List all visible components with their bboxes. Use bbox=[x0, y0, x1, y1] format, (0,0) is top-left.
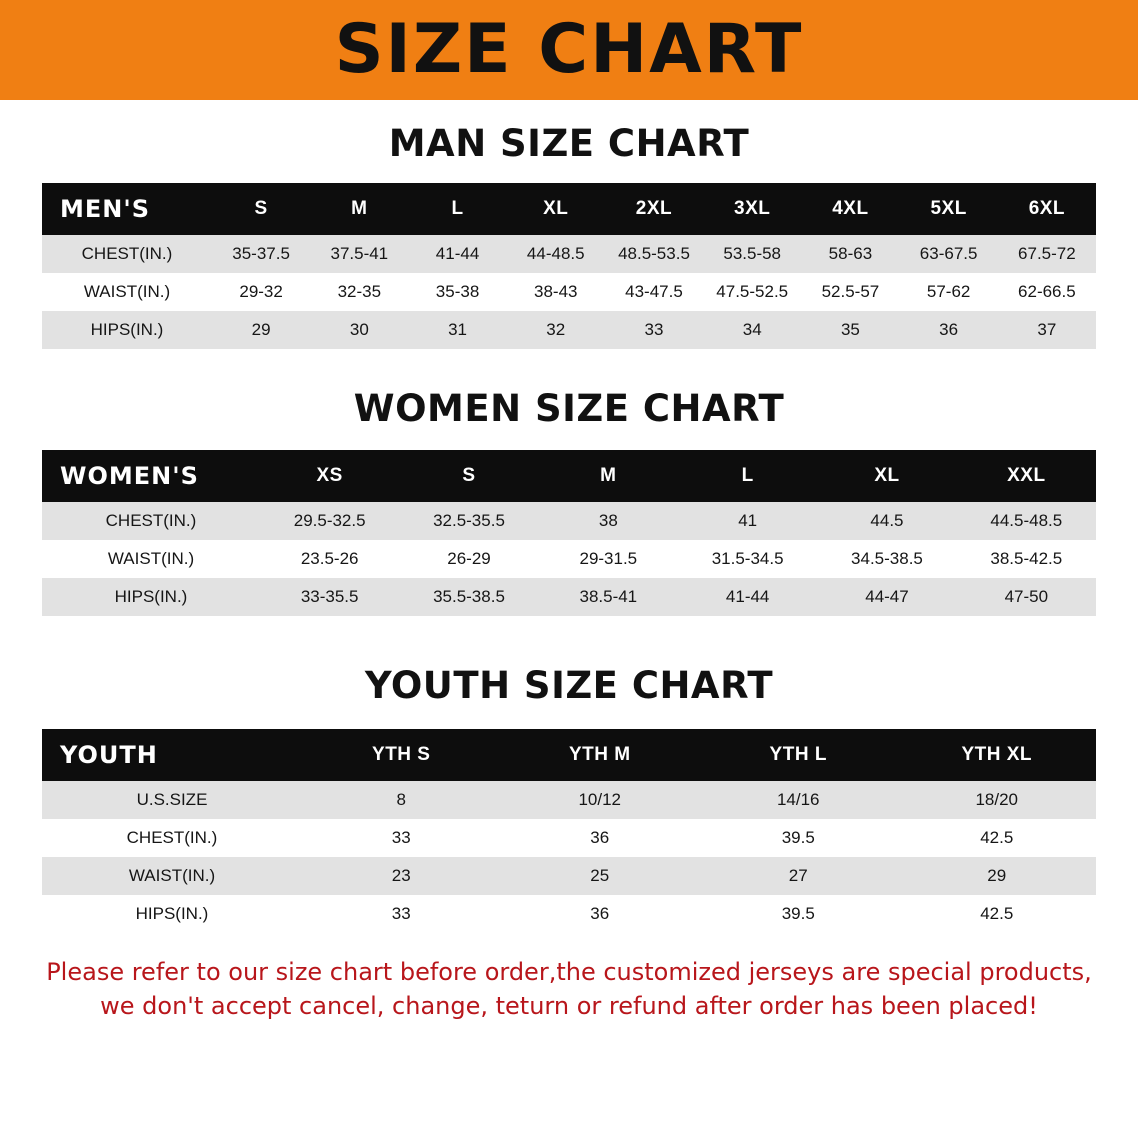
table-cell: 33-35.5 bbox=[300, 587, 359, 606]
table-cell: 29 bbox=[987, 866, 1007, 885]
table-cell: 33 bbox=[391, 904, 411, 923]
table-cell: 18/20 bbox=[975, 790, 1019, 809]
table-cell: 58-63 bbox=[828, 244, 873, 263]
youth-size-table bbox=[42, 729, 1096, 933]
table-header-cell: 4XL bbox=[832, 198, 869, 219]
table-header-cell: L bbox=[451, 198, 464, 219]
table-cell: 33 bbox=[644, 320, 664, 339]
women-table-wrap bbox=[42, 450, 1096, 616]
table-cell: WAIST(IN.) bbox=[107, 549, 195, 568]
table-cell: 41-44 bbox=[725, 587, 770, 606]
table-cell: 29-31.5 bbox=[579, 549, 638, 568]
man-size-table bbox=[42, 183, 1096, 349]
table-cell: 38-43 bbox=[534, 282, 578, 301]
table-cell: 48.5-53.5 bbox=[618, 244, 690, 263]
table-header-row bbox=[42, 729, 1096, 781]
table-cell: 35 bbox=[840, 320, 860, 339]
man-section-heading: MAN SIZE CHART bbox=[388, 122, 750, 165]
table-header-cell: 2XL bbox=[635, 198, 673, 219]
youth-table-wrap bbox=[42, 729, 1096, 933]
table-header-cell: M bbox=[600, 465, 617, 486]
table-cell: 14/16 bbox=[776, 790, 820, 809]
table-cell: 36 bbox=[590, 828, 610, 847]
table-header-cell: 5XL bbox=[930, 198, 967, 219]
table-cell: 32 bbox=[546, 320, 566, 339]
table-header-cell: XL bbox=[543, 198, 569, 219]
table-cell: 53.5-58 bbox=[723, 244, 782, 263]
disclaimer-line-1: Please refer to our size chart before order,the customized jerseys are special products, bbox=[46, 958, 1092, 986]
table-header-row bbox=[42, 450, 1096, 502]
table-header-row bbox=[42, 183, 1096, 235]
table-cell: HIPS(IN.) bbox=[114, 587, 188, 606]
table-row bbox=[42, 819, 1096, 857]
table-cell: 10/12 bbox=[578, 790, 622, 809]
table-header-cell: 6XL bbox=[1028, 198, 1066, 219]
disclaimer-note bbox=[40, 955, 1098, 1023]
table-cell: 42.5 bbox=[980, 828, 1014, 847]
table-cell: 47-50 bbox=[1004, 587, 1049, 606]
table-cell: WAIST(IN.) bbox=[128, 866, 216, 885]
table-cell: HIPS(IN.) bbox=[90, 320, 164, 339]
table-cell: 29.5-32.5 bbox=[293, 511, 366, 530]
disclaimer-line-2: we don't accept cancel, change, teturn or refund after order has been placed! bbox=[100, 992, 1038, 1021]
table-header-cell: S bbox=[462, 465, 476, 486]
women-size-table bbox=[42, 450, 1096, 616]
table-cell: 32.5-35.5 bbox=[433, 511, 505, 530]
table-cell: 29-32 bbox=[239, 282, 283, 301]
table-cell: 44-47 bbox=[865, 587, 909, 606]
table-cell: 35.5-38.5 bbox=[433, 587, 505, 606]
table-cell: 37 bbox=[1037, 320, 1057, 339]
table-cell: 31.5-34.5 bbox=[711, 549, 784, 568]
table-row bbox=[42, 502, 1096, 540]
table-row bbox=[42, 273, 1096, 311]
table-cell: 38 bbox=[598, 511, 618, 530]
table-cell: 34 bbox=[742, 320, 762, 339]
table-cell: CHEST(IN.) bbox=[126, 828, 218, 847]
table-header-cell: L bbox=[741, 465, 754, 486]
table-row bbox=[42, 857, 1096, 895]
table-cell: 62-66.5 bbox=[1018, 282, 1076, 301]
table-cell: U.S.SIZE bbox=[136, 790, 208, 809]
man-table-wrap bbox=[42, 183, 1096, 349]
table-cell: 34.5-38.5 bbox=[851, 549, 923, 568]
table-cell: 32-35 bbox=[337, 282, 382, 301]
table-cell: 43-47.5 bbox=[625, 282, 683, 301]
table-cell: 37.5-41 bbox=[330, 244, 389, 263]
table-cell: 42.5 bbox=[980, 904, 1014, 923]
table-cell: 29 bbox=[251, 320, 271, 339]
table-header-cell: YTH L bbox=[769, 744, 827, 765]
table-header-cell: XXL bbox=[1007, 465, 1046, 486]
table-cell: 36 bbox=[590, 904, 610, 923]
table-header-cell: YTH M bbox=[568, 744, 631, 765]
table-cell: 44.5-48.5 bbox=[990, 511, 1063, 530]
table-cell: 52.5-57 bbox=[821, 282, 880, 301]
table-cell: 44.5 bbox=[870, 511, 904, 530]
table-header-cell: XS bbox=[316, 465, 343, 486]
table-cell: 57-62 bbox=[926, 282, 971, 301]
table-cell: 67.5-72 bbox=[1018, 244, 1076, 263]
table-header-cell: YTH S bbox=[372, 744, 431, 765]
table-header-cell: 3XL bbox=[734, 198, 771, 219]
page-title: SIZE CHART bbox=[334, 10, 804, 89]
table-cell: CHEST(IN.) bbox=[105, 511, 197, 530]
table-cell: 8 bbox=[396, 790, 406, 809]
table-header-cell: YOUTH bbox=[60, 741, 158, 769]
table-cell: 38.5-42.5 bbox=[990, 549, 1063, 568]
table-cell: CHEST(IN.) bbox=[81, 244, 173, 263]
table-cell: 23 bbox=[391, 866, 411, 885]
table-cell: 47.5-52.5 bbox=[716, 282, 789, 301]
table-cell: 25 bbox=[590, 866, 610, 885]
page-banner bbox=[0, 0, 1138, 100]
table-cell: 38.5-41 bbox=[579, 587, 638, 606]
table-cell: 33 bbox=[391, 828, 411, 847]
table-cell: 41 bbox=[738, 511, 758, 530]
youth-section-heading: YOUTH SIZE CHART bbox=[364, 664, 774, 707]
table-row bbox=[42, 895, 1096, 933]
table-cell: HIPS(IN.) bbox=[135, 904, 209, 923]
table-header-cell: MEN'S bbox=[60, 195, 150, 223]
table-cell: WAIST(IN.) bbox=[83, 282, 171, 301]
table-cell: 39.5 bbox=[781, 828, 815, 847]
table-row bbox=[42, 235, 1096, 273]
table-cell: 44-48.5 bbox=[526, 244, 585, 263]
table-row bbox=[42, 540, 1096, 578]
table-header-cell: M bbox=[351, 198, 368, 219]
table-cell: 27 bbox=[788, 866, 808, 885]
table-cell: 35-37.5 bbox=[232, 244, 290, 263]
table-cell: 41-44 bbox=[435, 244, 480, 263]
table-cell: 30 bbox=[349, 320, 369, 339]
table-cell: 26-29 bbox=[447, 549, 491, 568]
table-cell: 36 bbox=[939, 320, 959, 339]
table-row bbox=[42, 781, 1096, 819]
table-header-cell: S bbox=[254, 198, 268, 219]
table-header-cell: YTH XL bbox=[961, 744, 1033, 765]
table-cell: 31 bbox=[448, 320, 467, 339]
table-header-cell: WOMEN'S bbox=[60, 462, 199, 490]
table-row bbox=[42, 578, 1096, 616]
table-cell: 23.5-26 bbox=[300, 549, 359, 568]
table-cell: 39.5 bbox=[781, 904, 815, 923]
table-header-cell: XL bbox=[874, 465, 900, 486]
table-cell: 35-38 bbox=[435, 282, 480, 301]
table-row bbox=[42, 311, 1096, 349]
table-cell: 63-67.5 bbox=[919, 244, 978, 263]
women-section-heading: WOMEN SIZE CHART bbox=[353, 387, 785, 430]
